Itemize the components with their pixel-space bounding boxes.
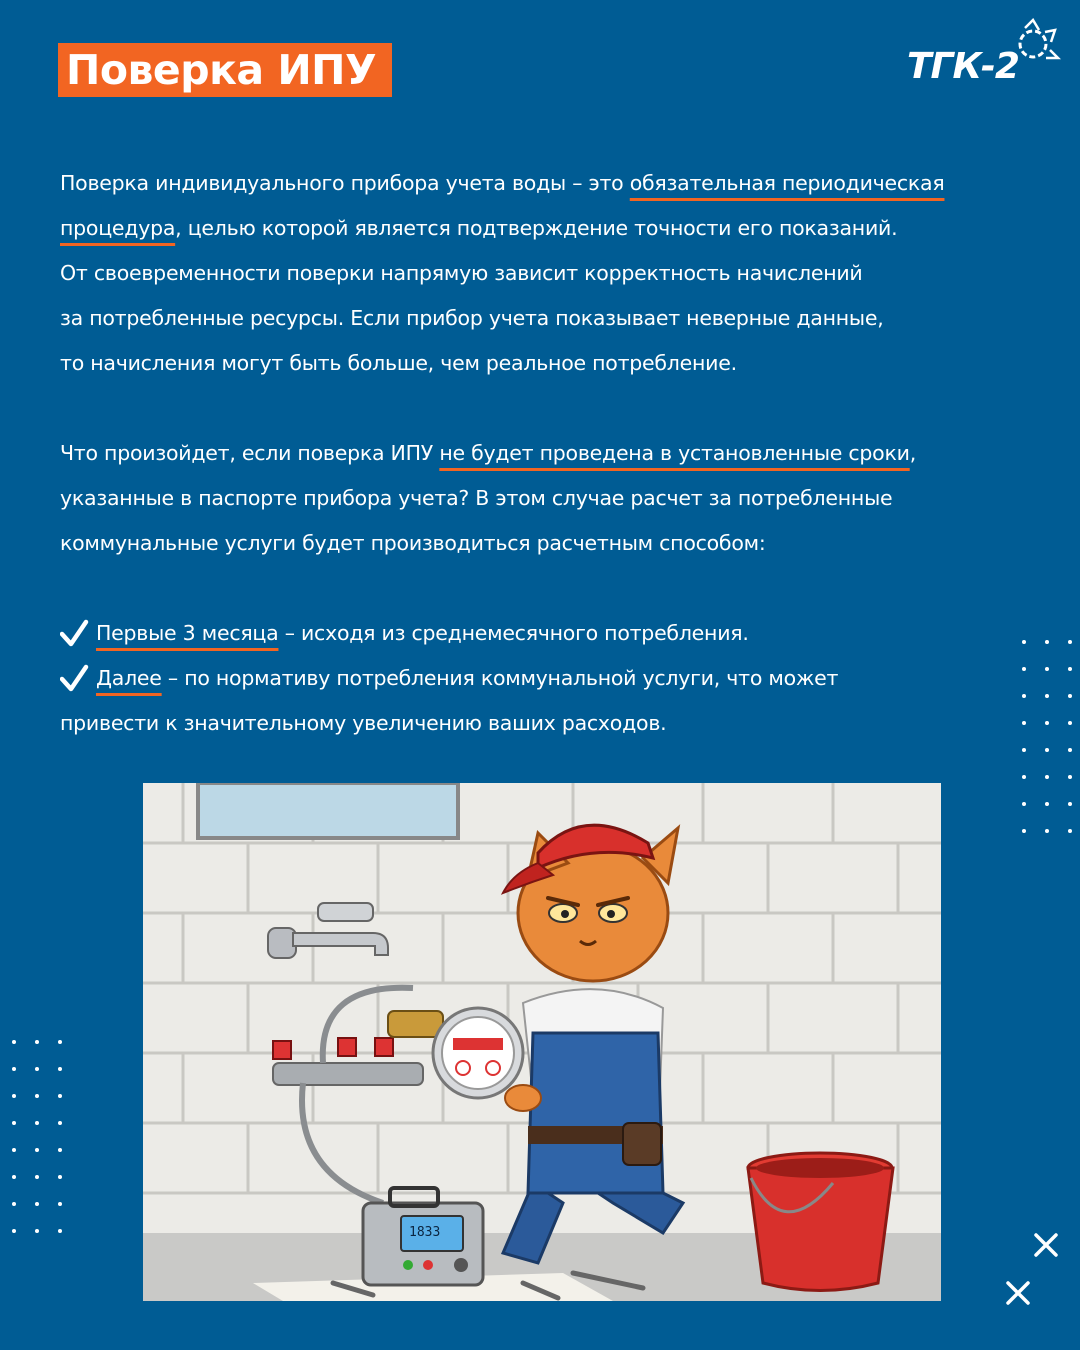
mirror bbox=[198, 783, 458, 838]
question-paragraph bbox=[60, 431, 1040, 566]
close-icon bbox=[1033, 1232, 1059, 1258]
decorative-dot bbox=[1022, 694, 1026, 698]
list-item bbox=[60, 656, 1040, 701]
text-fragment: – по нормативу потребления коммунальной услуги, что может bbox=[161, 666, 839, 690]
decorative-dot bbox=[1068, 829, 1072, 833]
decorative-dot bbox=[12, 1121, 16, 1125]
logo-text: ТГК-2 bbox=[907, 46, 1019, 87]
decorative-dot bbox=[58, 1175, 62, 1179]
text-line: От своевременности поверки напрямую зависит корректность начислений bbox=[60, 261, 863, 285]
page-title-badge bbox=[58, 43, 392, 97]
decorative-dot bbox=[1045, 775, 1049, 779]
page-title: Поверка ИПУ bbox=[66, 45, 377, 94]
text-line: коммунальные услуги будет производиться расчетным способом: bbox=[60, 531, 766, 555]
decorative-dots-right bbox=[1022, 640, 1080, 840]
highlighted-text: Далее bbox=[96, 666, 162, 690]
decorative-dot bbox=[58, 1121, 62, 1125]
decorative-dot bbox=[1045, 829, 1049, 833]
text-fragment: Поверка индивидуального прибора учета воды – это bbox=[60, 171, 630, 195]
decorative-dot bbox=[12, 1148, 16, 1152]
decorative-dot bbox=[35, 1229, 39, 1233]
consequences-list bbox=[60, 611, 1040, 746]
decorative-dot bbox=[1068, 775, 1072, 779]
decorative-dot bbox=[12, 1202, 16, 1206]
text-fragment: , целью которой является подтверждение точности его показаний. bbox=[175, 216, 898, 240]
decorative-dot bbox=[1045, 748, 1049, 752]
decorative-dot bbox=[1068, 640, 1072, 644]
decorative-dot bbox=[1022, 721, 1026, 725]
decorative-dot bbox=[1022, 802, 1026, 806]
decorative-dot bbox=[1022, 667, 1026, 671]
text-line: указанные в паспорте прибора учета? В этом случае расчет за потребленные bbox=[60, 486, 893, 510]
decorative-dot bbox=[58, 1094, 62, 1098]
decorative-dot bbox=[35, 1202, 39, 1206]
decorative-dot bbox=[1068, 694, 1072, 698]
decorative-dot bbox=[1068, 721, 1072, 725]
calibration-device bbox=[363, 1188, 483, 1285]
highlighted-text: не будет проведена в установленные сроки bbox=[439, 441, 910, 465]
text-fragment: Что произойдет, если поверка ИПУ bbox=[60, 441, 440, 465]
intro-paragraph bbox=[60, 161, 1040, 386]
decorative-dot bbox=[35, 1067, 39, 1071]
logo-sun-icon bbox=[1020, 20, 1058, 58]
decorative-dot bbox=[1022, 775, 1026, 779]
text-line: за потребленные ресурсы. Если прибор учета показывает неверные данные, bbox=[60, 306, 884, 330]
decorative-dots-left bbox=[12, 1040, 72, 1240]
text-line bbox=[60, 206, 1040, 251]
text-line bbox=[60, 161, 1040, 206]
decorative-dot bbox=[58, 1067, 62, 1071]
plumber-cat-illustration bbox=[143, 783, 941, 1301]
decorative-dot bbox=[35, 1040, 39, 1044]
decorative-dot bbox=[1045, 721, 1049, 725]
decorative-dot bbox=[12, 1175, 16, 1179]
highlighted-text: Первые 3 месяца bbox=[96, 621, 279, 645]
highlighted-text: обязательная периодическая bbox=[629, 171, 945, 195]
decorative-dot bbox=[58, 1148, 62, 1152]
decorative-dot bbox=[58, 1202, 62, 1206]
red-bucket bbox=[748, 1153, 893, 1291]
text-fragment: , bbox=[909, 441, 916, 465]
decorative-dot bbox=[1045, 694, 1049, 698]
close-icon bbox=[1005, 1280, 1031, 1306]
decorative-dot bbox=[1045, 802, 1049, 806]
text-line: то начисления могут быть больше, чем реальное потребление. bbox=[60, 351, 737, 375]
decorative-dot bbox=[1045, 640, 1049, 644]
decorative-dot bbox=[12, 1040, 16, 1044]
decorative-dot bbox=[58, 1040, 62, 1044]
decorative-dot bbox=[35, 1121, 39, 1125]
decorative-dot bbox=[1068, 802, 1072, 806]
checkmark-icon bbox=[60, 664, 96, 694]
decorative-dot bbox=[12, 1067, 16, 1071]
decorative-dot bbox=[35, 1094, 39, 1098]
decorative-dot bbox=[1045, 667, 1049, 671]
decorative-dot bbox=[35, 1175, 39, 1179]
illustration-scene bbox=[143, 783, 941, 1301]
highlighted-text: процедура bbox=[60, 216, 176, 240]
text-line bbox=[60, 431, 1040, 476]
text-fragment: – исходя из среднемесячного потребления. bbox=[278, 621, 749, 645]
decorative-dot bbox=[1068, 748, 1072, 752]
decorative-dot bbox=[12, 1229, 16, 1233]
decorative-dot bbox=[1022, 748, 1026, 752]
decorative-dot bbox=[1068, 667, 1072, 671]
decorative-dot bbox=[58, 1229, 62, 1233]
list-item bbox=[60, 611, 1040, 656]
decorative-dot bbox=[35, 1148, 39, 1152]
decorative-dot bbox=[1022, 640, 1026, 644]
meter-display-text: 1833 bbox=[409, 1225, 441, 1240]
decorative-dot bbox=[1022, 829, 1026, 833]
decorative-dot bbox=[12, 1094, 16, 1098]
company-logo bbox=[905, 18, 1061, 88]
checkmark-icon bbox=[60, 619, 96, 649]
text-line: привести к значительному увеличению ваших расходов. bbox=[60, 711, 667, 735]
